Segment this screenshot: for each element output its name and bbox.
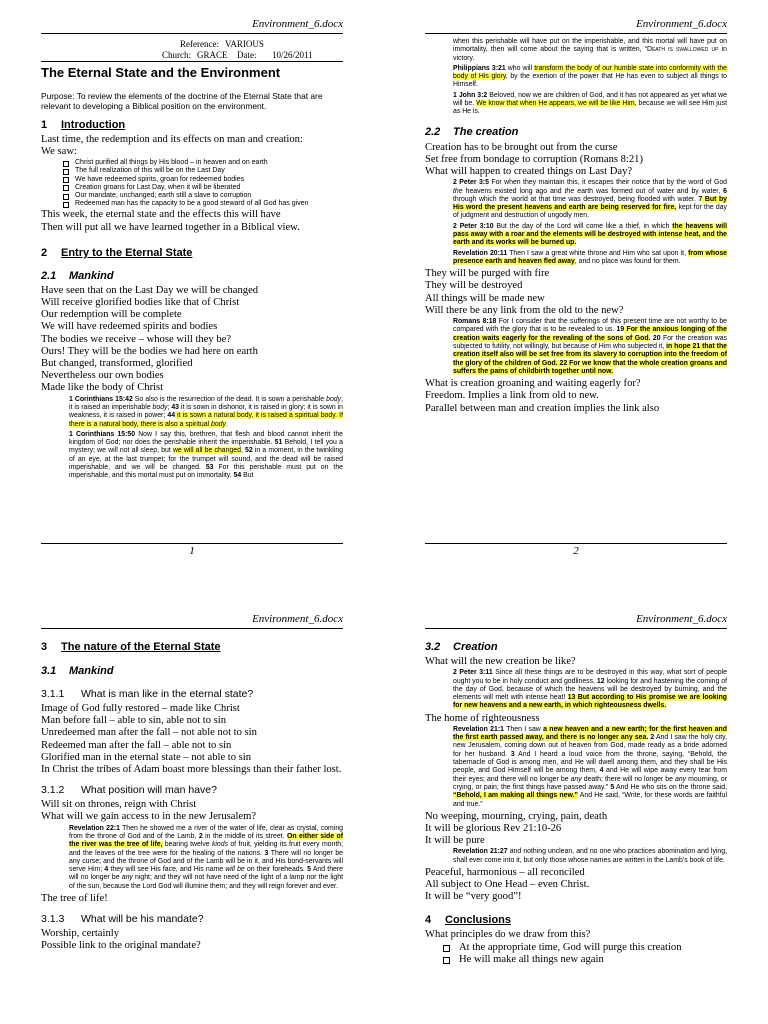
text-line: They will be purged with fire <box>425 268 550 280</box>
date-label: Date: <box>237 50 257 60</box>
page-1-footer <box>41 543 343 558</box>
list-item: Redeemed man has the capacity to be a good steward of all God has given <box>63 200 343 208</box>
text-line: Will receive glorified bodies like that of Christ <box>41 297 240 309</box>
page-header: Environment_6.docx <box>425 613 727 629</box>
intro-line-2: We saw: <box>41 146 77 158</box>
after-line-1: This week, the eternal state and the effects this will have <box>41 209 281 221</box>
page-1 <box>41 18 343 483</box>
text-line: Will there be any link from the old to the new? <box>425 304 624 316</box>
heading-nature-eternal-state: 3 The nature of the Eternal State <box>41 641 221 653</box>
church-value: GRACE <box>197 50 228 60</box>
text-line: Have seen that on the Last Day we will be changed <box>41 284 259 296</box>
date-value: 10/26/2011 <box>272 50 313 60</box>
document-meta <box>41 39 343 62</box>
text-line: Peaceful, harmonious – all reconciled <box>425 867 585 879</box>
text-line: Our redemption will be complete <box>41 309 182 321</box>
highlight: But by His word the present heavens and earth are being reserved for fire, <box>453 195 727 212</box>
text-line: What will happen to created things on Last Day? <box>425 166 633 178</box>
text-line: Will sit on thrones, reign with Christ <box>41 799 197 811</box>
text-line: What will we gain access to in the new Jerusalem? <box>41 811 257 823</box>
highlight: 13 But according to His promise we are looking for new heavens and a new earth, in which righteousness dwells. <box>453 694 727 710</box>
highlight: a new heaven and a new earth; for the first heaven and the first earth passed away, and there is no longer any sea. <box>453 725 727 742</box>
list-item: Creation groans for Last Day, when it will be liberated <box>63 184 343 192</box>
text-line: No weeping, mourning, crying, pain, death <box>425 810 608 822</box>
list-item: Christ purified all things by His blood – in heaven and on earth <box>63 159 343 167</box>
scripture-quote-rev-22-1: Revelation 22:1 Then he showed me a river of the water of life, clear as crystal, coming from the throne of God and of the Lamb, 2 in the middle of its street. On either side of the river was the tree of life, bearing twelve kinds of fruit, yielding its fruit every month; and the leaves of the tree were for the healing of the nations. 3 There will no longer be any curse; and the throne of God and of the Lamb will be in it, and His bond-servants will serve Him; 4 they will see His face, and His name will be on their foreheads. 5 And there will no longer be any night; and they will not have need of the light of a lamp nor the light of the sun, because the Lord God will illumine them; and they will reign forever and ever. <box>69 824 343 890</box>
heading-introduction: 1 Introduction <box>41 118 126 131</box>
intro-bullets <box>63 159 343 208</box>
text-line: Made like the body of Christ <box>41 382 164 394</box>
scripture-quote-2pet-3-5: 2 Peter 3:5 For when they maintain this, it escapes their notice that by the word of God the heavens existed long ago and the earth was formed out of water and by water, 6 through which the world at that time was destroyed, being flooded with water. 7 But by His word the present heavens and earth are being reserved for fire, kept for the day of judgment and destruction of ungodly men. <box>453 179 727 220</box>
text-line: It will be “very good”! <box>425 891 522 903</box>
reference-label: Reference: <box>180 39 219 49</box>
purpose-text: Purpose: To review the elements of the doctrine of the Eternal State that are relevant to developing a Biblical position on the environment. <box>41 91 323 112</box>
heading-what-is-man-like: 3.1.1 What is man like in the eternal state? <box>41 688 254 700</box>
text-line: Man before fall – able to sin, able not to sin <box>41 715 227 727</box>
text-line: Parallel between man and creation implies the link also <box>425 402 660 414</box>
text-line: We will have redeemed spirits and bodies <box>41 321 218 333</box>
scripture-quote-continued: when this perishable will have put on the imperishable, and this mortal will have put on immortality, then will come about the saying that is written, “Death is swallowed up in victory. <box>453 38 727 62</box>
text-line: The home of righteousness <box>425 712 540 724</box>
intro-line-1: Last time, the redemption and its effects on man and creation: <box>41 133 303 145</box>
text-line: Redeemed man after the fall – able not to sin <box>41 739 232 751</box>
text-line: The bodies we receive – whose will they be? <box>41 333 232 345</box>
scripture-quote-rev-20-11: Revelation 20:11 Then I saw a great white throne and Him who sat upon it, from whose presence earth and heaven fled away, and no place was found for them. <box>453 249 727 265</box>
scripture-quote-phil-3-21: Philippians 3:21 who will transform the body of our humble state into conformity with the body of His glory, by the exertion of the power that He has even to subject all things to Himself. <box>453 64 727 89</box>
page-header: Environment_6.docx <box>41 613 343 629</box>
text-line: Freedom. Implies a link from old to new. <box>425 390 599 402</box>
list-item: We have redeemed spirits, groan for redeemed bodies <box>63 176 343 184</box>
text-line: Unredeemed man after the fall – not able not to sin <box>41 727 257 739</box>
text-line: Creation has to be brought out from the curse <box>425 141 618 153</box>
church-label: Church: <box>162 50 191 60</box>
highlight: in hope 21 that the creation itself also will be set free from its slavery to corruption into the freedom of the glory of the children of God. 22 For we know that the whole creation groans and suffers the pains of childbirth together until now. <box>453 342 727 375</box>
highlight: transform the body of our humble state into conformity with the body of His glory <box>453 64 727 81</box>
after-line-2: Then will put all we have learned together in a Biblical view. <box>41 221 300 233</box>
highlight: the heavens will pass away with a roar and the elements will be destroyed with intense heat, and the earth and its works will be burned up. <box>453 222 727 247</box>
text-line: The tree of life! <box>41 893 108 904</box>
heading-creation: 3.2 Creation <box>425 641 498 653</box>
scripture-quote-1cor-15-42: 1 Corinthians 15:42 So also is the resurrection of the dead. It is sown a perishable body, it is raised an imperishable body; 43 it is sown in dishonor, it is raised in glory; it is sown in weakness, it is raised in power; 44 it is sown a natural body, it is raised a spiritual body. If there is a natural body, there is also a spiritual body. <box>69 395 343 428</box>
heading-entry-eternal-state: 2 Entry to the Eternal State <box>41 246 193 259</box>
page-2 <box>425 18 727 415</box>
page-3 <box>41 613 343 1024</box>
highlight: we will all be changed <box>172 447 241 455</box>
page-header: Environment_6.docx <box>425 18 727 34</box>
text-line: All subject to One Head – even Christ. <box>425 879 590 891</box>
text-line: It will be glorious Rev 21:10-26 <box>425 823 562 835</box>
scripture-quote-2pet-3-11: 2 Peter 3:11 Since all these things are to be destroyed in this way, what sort of people ought you to be in holy conduct and godliness, 12 looking for and hastening the coming of the day of God, because of which the heavens will be destroyed by burning, and the elements will melt with intense heat! 13 But according to His promise we are looking for new heavens and a new earth, in which righteousness dwells. <box>453 669 727 710</box>
scripture-quote-2pet-3-10: 2 Peter 3:10 But the day of the Lord will come like a thief, in which the heavens will pass away with a roar and the elements will be destroyed with intense heat, and the earth and its works will be burned up. <box>453 222 727 247</box>
list-item: The full realization of this will be on the Last Day <box>63 167 343 175</box>
page-2-footer <box>425 543 727 558</box>
heading-conclusions: 4 Conclusions <box>425 913 512 926</box>
text-line: In Christ the tribes of Adam boast more blessings than their father lost. <box>41 764 342 776</box>
page-number: 1 <box>41 543 343 558</box>
page-number: 2 <box>425 543 727 558</box>
heading-what-position: 3.1.2 What position will man have? <box>41 784 217 797</box>
text-line: But changed, transformed, glorified <box>41 358 193 370</box>
highlight: “Behold, I am making all things new.” <box>453 792 578 800</box>
heading-mankind: 3.1 Mankind <box>41 665 114 677</box>
highlight: it is sown a natural body, it is raised a spiritual body. If there is a natural body, there is also a spiritual <box>69 412 343 428</box>
reference-value: VARIOUS <box>225 39 264 49</box>
scripture-quote-rev-21-27: Revelation 21:27 and nothing unclean, and no one who practices abomination and lying, shall ever come into it, but only those whose names are written in the Lamb’s book of life. <box>453 848 727 864</box>
text-line: Ours! They will be the bodies we had here on earth <box>41 345 258 357</box>
list-item: At the appropriate time, God will purge this creation <box>443 942 727 954</box>
text-line: What principles do we draw from this? <box>425 928 591 940</box>
text-line: Worship, certainly <box>41 928 119 940</box>
highlight: For the anxious longing of the creation waits eagerly for the revealing of the sons of God. <box>453 326 727 342</box>
document-title: The Eternal State and the Environment <box>41 65 281 80</box>
highlight: from whose presence earth and heaven fled away <box>453 249 727 265</box>
heading-the-creation: 2.2 The creation <box>425 125 519 138</box>
highlight: On either side of the river was the tree of life, <box>69 832 343 849</box>
text-line: They will be destroyed <box>425 280 523 292</box>
mankind-lines <box>41 285 343 395</box>
text-line: What will the new creation be like? <box>425 656 576 667</box>
list-item: Our mandate, unchanged; earth still a slave to corruption <box>63 192 343 200</box>
scripture-quote-rom-8-18: Romans 8:18 For I consider that the sufferings of this present time are not worthy to be compared with the glory that is to be revealed to us. 19 For the anxious longing of the creation waits eagerly for the revealing of the sons of God. 20 For the creation was subjected to futility, not willingly, but because of Him who subjected it, in hope 21 that the creation itself also will be set free from its slavery to corruption into the freedom of the glory of the children of God. 22 For we know that the whole creation groans and suffers the pains of childbirth together until now. <box>453 318 727 375</box>
heading-mankind: 2.1 Mankind <box>41 269 114 282</box>
text-line: What is creation groaning and waiting eagerly for? <box>425 378 641 390</box>
list-item: He will make all things new again <box>443 954 727 966</box>
text-line: Possible link to the original mandate? <box>41 940 201 952</box>
text-line: Image of God fully restored – made like Christ <box>41 703 240 714</box>
scripture-quote-rev-21-1: Revelation 21:1 Then I saw a new heaven and a new earth; for the first heaven and the first earth passed away, and there is no longer any sea. 2 And I saw the holy city, new Jerusalem, coming down out of heaven from God, made ready as a bride adorned for her husband. 3 And I heard a loud voice from the throne, saying, “Behold, the tabernacle of God is among men, and He will dwell among them, and they shall be His people, and God Himself will be among them, 4 and He will wipe away every tear from their eyes; and there will no longer be any death; there will no longer be any mourning, or crying, or pain; the first things have passed away.” 5 And He who sits on the throne said, “Behold, I am making all things new.” And He said, “Write, for these words are faithful and true.” <box>453 725 727 808</box>
text-line: All things will be made new <box>425 292 545 304</box>
highlight: We know that when He appears, we will be like Him <box>476 100 635 108</box>
page-header: Environment_6.docx <box>41 18 343 34</box>
scripture-quote-1cor-15-50: 1 Corinthians 15:50 Now I say this, brethren, that flesh and blood cannot inherit the kingdom of God; nor does the perishable inherit the imperishable. 51 Behold, I tell you a mystery; we will not all sleep, but we will all be changed, 52 in a moment, in the twinkling of an eye, at the last trumpet; for the trumpet will sound, and the dead will be raised imperishable, and we will be changed. 53 For this perishable must put on the imperishable, and this mortal must put on immortality. 54 But <box>69 430 343 480</box>
text-line: Set free from bondage to corruption (Romans 8:21) <box>425 153 643 165</box>
scripture-quote-1john-3-2: 1 John 3:2 Beloved, now we are children of God, and it has not appeared as yet what we will be. We know that when He appears, we will be like Him, because we will see Him just as He is. <box>453 91 727 116</box>
heading-mandate: 3.1.3 What will be his mandate? <box>41 913 204 926</box>
text-line: Glorified man in the eternal state – not able to sin <box>41 751 252 763</box>
text-line: Nevertheless our own bodies <box>41 370 164 382</box>
text-line: It will be pure <box>425 835 485 847</box>
page-4 <box>425 613 727 1024</box>
conclusion-bullets <box>443 942 727 966</box>
